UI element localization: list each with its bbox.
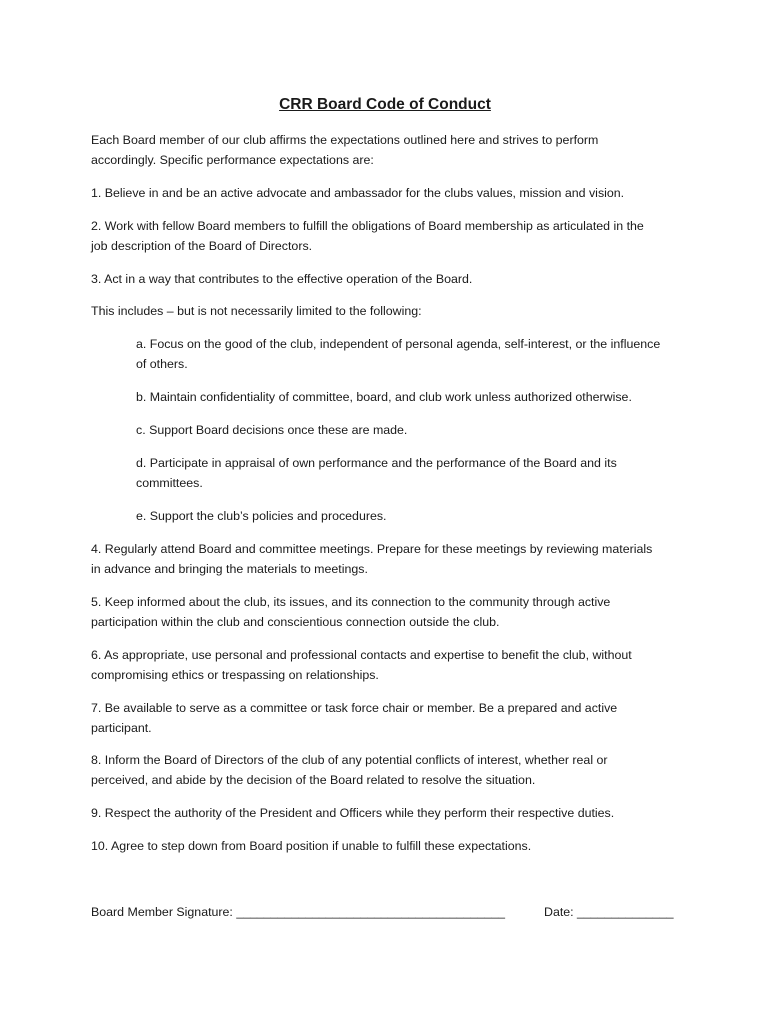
item-10: 10. Agree to step down from Board position if unable to fulfill these expectations. xyxy=(91,839,532,853)
intro-line-2: accordingly. Specific performance expectations are: xyxy=(91,153,374,167)
subitem-d-line-2: committees. xyxy=(136,476,203,490)
includes-line: This includes – but is not necessarily limited to the following: xyxy=(91,304,422,318)
item-8-line-2: perceived, and abide by the decision of the Board related to resolve the situation. xyxy=(91,773,536,787)
item-4-line-2: in advance and bringing the materials to meetings. xyxy=(91,562,368,576)
item-5-line-2: participation within the club and conscientious connection outside the club. xyxy=(91,615,500,629)
subitem-d-line-1: d. Participate in appraisal of own performance and the performance of the Board and its xyxy=(136,456,617,470)
intro-line-1: Each Board member of our club affirms the expectations outlined here and strives to perform xyxy=(91,133,599,147)
item-3: 3. Act in a way that contributes to the effective operation of the Board. xyxy=(91,272,473,286)
document-title: CRR Board Code of Conduct xyxy=(279,96,491,113)
item-5-line-1: 5. Keep informed about the club, its issues, and its connection to the community through active xyxy=(91,595,611,609)
item-6-line-1: 6. As appropriate, use personal and professional contacts and expertise to benefit the club, without xyxy=(91,648,632,662)
subitem-e: e. Support the club’s policies and procedures. xyxy=(136,509,387,523)
subitem-c: c. Support Board decisions once these are made. xyxy=(136,423,408,437)
item-9: 9. Respect the authority of the President and Officers while they perform their respective duties. xyxy=(91,806,615,820)
item-7-line-1: 7. Be available to serve as a committee or task force chair or member. Be a prepared and active xyxy=(91,701,618,715)
item-6-line-2: compromising ethics or trespassing on relationships. xyxy=(91,668,379,682)
item-2-line-2: job description of the Board of Directors. xyxy=(91,239,313,253)
date-line: Date: ______________ xyxy=(544,905,674,919)
subitem-a-line-1: a. Focus on the good of the club, independent of personal agenda, self-interest, or the influence xyxy=(136,337,661,351)
item-2-line-1: 2. Work with fellow Board members to fulfill the obligations of Board membership as articulated in the xyxy=(91,219,644,233)
item-1: 1. Believe in and be an active advocate and ambassador for the clubs values, mission and vision. xyxy=(91,186,625,200)
signature-line: Board Member Signature: _______________________________________ xyxy=(91,905,506,919)
item-7-line-2: participant. xyxy=(91,721,152,735)
item-8-line-1: 8. Inform the Board of Directors of the club of any potential conflicts of interest, whether real or xyxy=(91,753,608,767)
subitem-b: b. Maintain confidentiality of committee, board, and club work unless authorized otherwise. xyxy=(136,390,632,404)
item-4-line-1: 4. Regularly attend Board and committee meetings. Prepare for these meetings by reviewing materials xyxy=(91,542,653,556)
subitem-a-line-2: of others. xyxy=(136,357,188,371)
